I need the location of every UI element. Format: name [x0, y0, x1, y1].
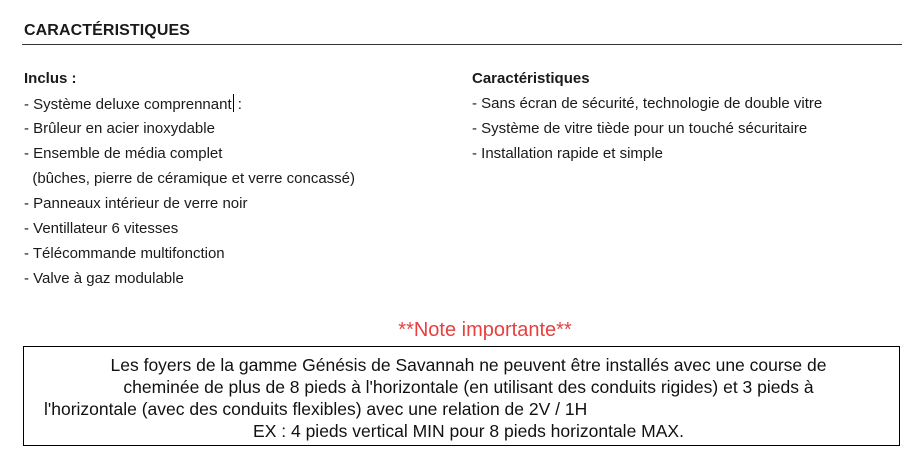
important-note-title: **Note importante**	[398, 319, 572, 341]
included-item-glass-panels: - Panneaux intérieur de verre noir	[24, 195, 248, 212]
title-divider	[22, 44, 902, 45]
included-item-gas-valve: - Valve à gaz modulable	[24, 270, 184, 287]
feature-item-installation: - Installation rapide et simple	[472, 145, 663, 162]
feature-item-warm-glass: - Système de vitre tiède pour un touché sécuritaire	[472, 120, 808, 137]
features-heading: Caractéristiques	[472, 70, 590, 87]
included-item-media-set: - Ensemble de média complet	[24, 145, 223, 162]
note-line: Les foyers de la gamme Génésis de Savannah ne peuvent être installés avec une course de	[110, 355, 827, 375]
feature-item-double-glass: - Sans écran de sécurité, technologie de double vitre	[472, 95, 823, 112]
note-line: l'horizontale (avec des conduits flexibles) avec une relation de 2V / 1H	[44, 399, 588, 419]
features-column	[472, 69, 902, 169]
included-item-media-details: (bûches, pierre de céramique et verre concassé)	[32, 170, 355, 187]
important-note-box	[23, 346, 900, 446]
included-item-deluxe-system: - Système deluxe comprennant :	[24, 96, 242, 113]
note-line: EX : 4 pieds vertical MIN pour 8 pieds horizontale MAX.	[253, 421, 684, 441]
note-line: cheminée de plus de 8 pieds à l'horizontale (en utilisant des conduits rigides) et 3 pieds à	[123, 377, 814, 397]
section-title: CARACTÉRISTIQUES	[24, 22, 191, 39]
included-item-remote: - Télécommande multifonction	[24, 245, 225, 262]
included-item-burner: - Brûleur en acier inoxydable	[24, 120, 215, 137]
included-heading: Inclus :	[24, 70, 77, 87]
included-column	[24, 69, 454, 294]
included-item-fan: - Ventillateur 6 vitesses	[24, 220, 179, 237]
